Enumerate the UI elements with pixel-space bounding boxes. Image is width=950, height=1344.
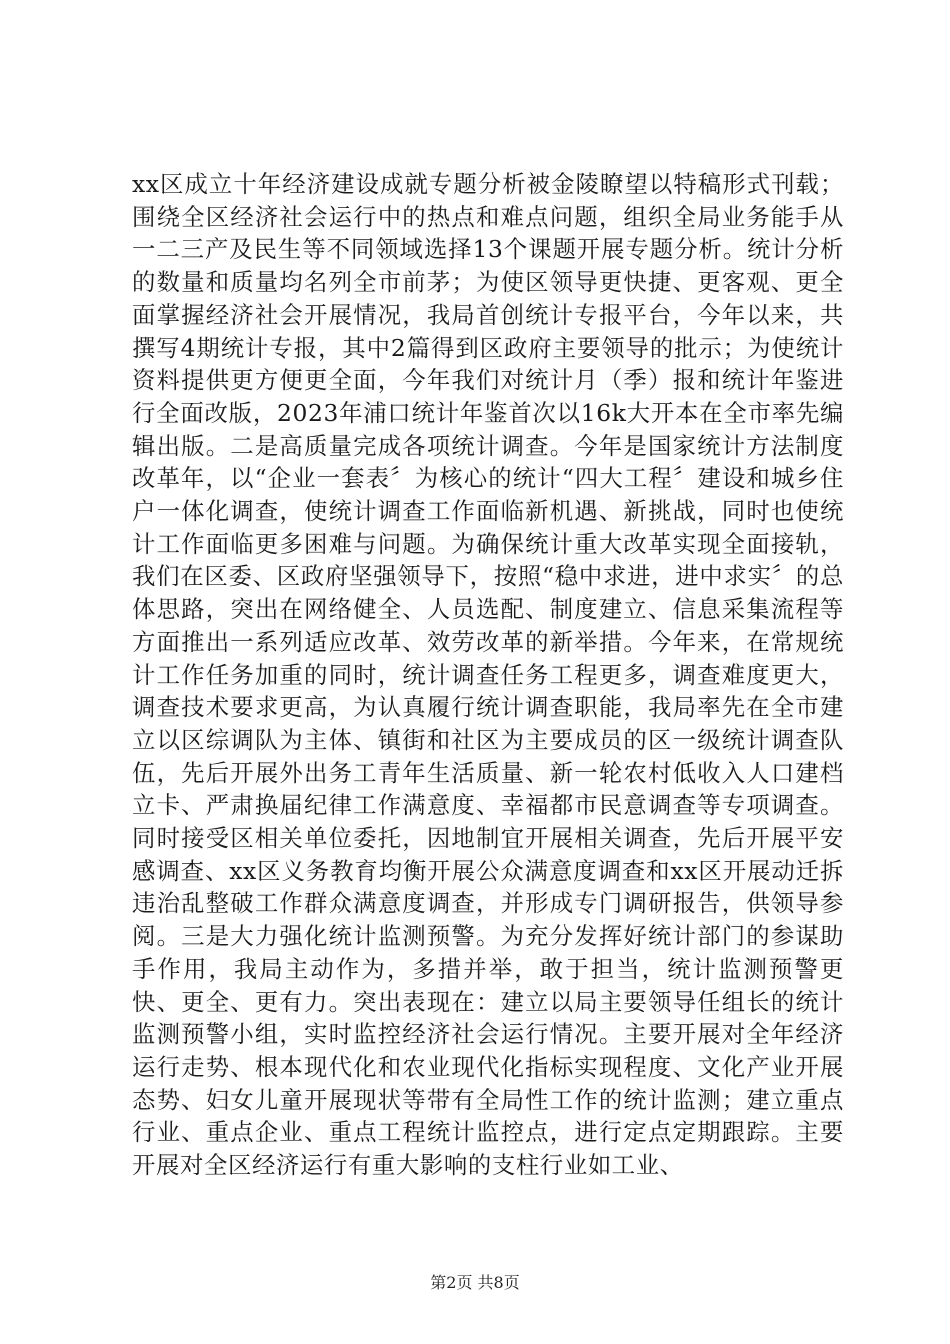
page-number-footer: 第2页 共8页 — [430, 1273, 520, 1292]
body-paragraph: xx区成立十年经济建设成就专题分析被金陵瞭望以特稿形式刊载；围绕全区经济社会运行中的热点和难点问题，组织全局业务能手从一二三产及民生等不同领域选择13个课题开展专题分析。统计分析的数量和质量均名列全市前茅；为使区领导更快捷、更客观、更全面掌握经济社会开展情况，我局首创统计专报平台，今年以来，共撰写4期统计专报，其中2篇得到区政府主要领导的批示；为使统计资料提供更方便更全面，今年我们对统计月（季）报和统计年鉴进行全面改版，2023年浦口统计年鉴首次以16k大开本在全市率先编辑出版。二是高质量完成各项统计调查。今年是国家统计方法制度改革年，以“企业一套表〞为核心的统计“四大工程〞建设和城乡住户一体化调查，使统计调查工作面临新机遇、新挑战，同时也使统计工作面临更多困难与问题。为确保统计重大改革实现全面接轨，我们在区委、区政府坚强领导下，按照“稳中求进，进中求实〞的总体思路，突出在网络健全、人员选配、制度建立、信息采集流程等方面推出一系列适应改革、效劳改革的新举措。今年来，在常规统计工作任务加重的同时，统计调查任务工程更多，调查难度更大，调查技术要求更高，为认真履行统计调查职能，我局率先在全市建立以区综调队为主体、镇街和社区为主要成员的区一级统计调查队伍，先后开展外出务工青年生活质量、新一轮农村低收入人口建档立卡、严肃换届纪律工作满意度、幸福都市民意调查等专项调查。同时接受区相关单位委托，因地制宜开展相关调查，先后开展平安感调查、xx区义务教育均衡开展公众满意度调查和xx区开展动迁拆违治乱整破工作群众满意度调查，并形成专门调研报告，供领导参阅。三是大力强化统计监测预警。为充分发挥好统计部门的参谋助手作用，我局主动作为，多措并举，敢于担当，统计监测预警更快、更全、更有力。突出表现在：建立以局主要领导任组长的统计监测预警小组，实时监控经济社会运行情况。主要开展对全年经济运行走势、根本现代化和农业现代化指标实现程度、文化产业开展态势、妇女儿童开展现状等带有全局性工作的统计监测；建立重点行业、重点企业、重点工程统计监控点，进行定点定期跟踪。主要开展对全区经济运行有重大影响的支柱行业如工业、 — [132, 170, 844, 1180]
